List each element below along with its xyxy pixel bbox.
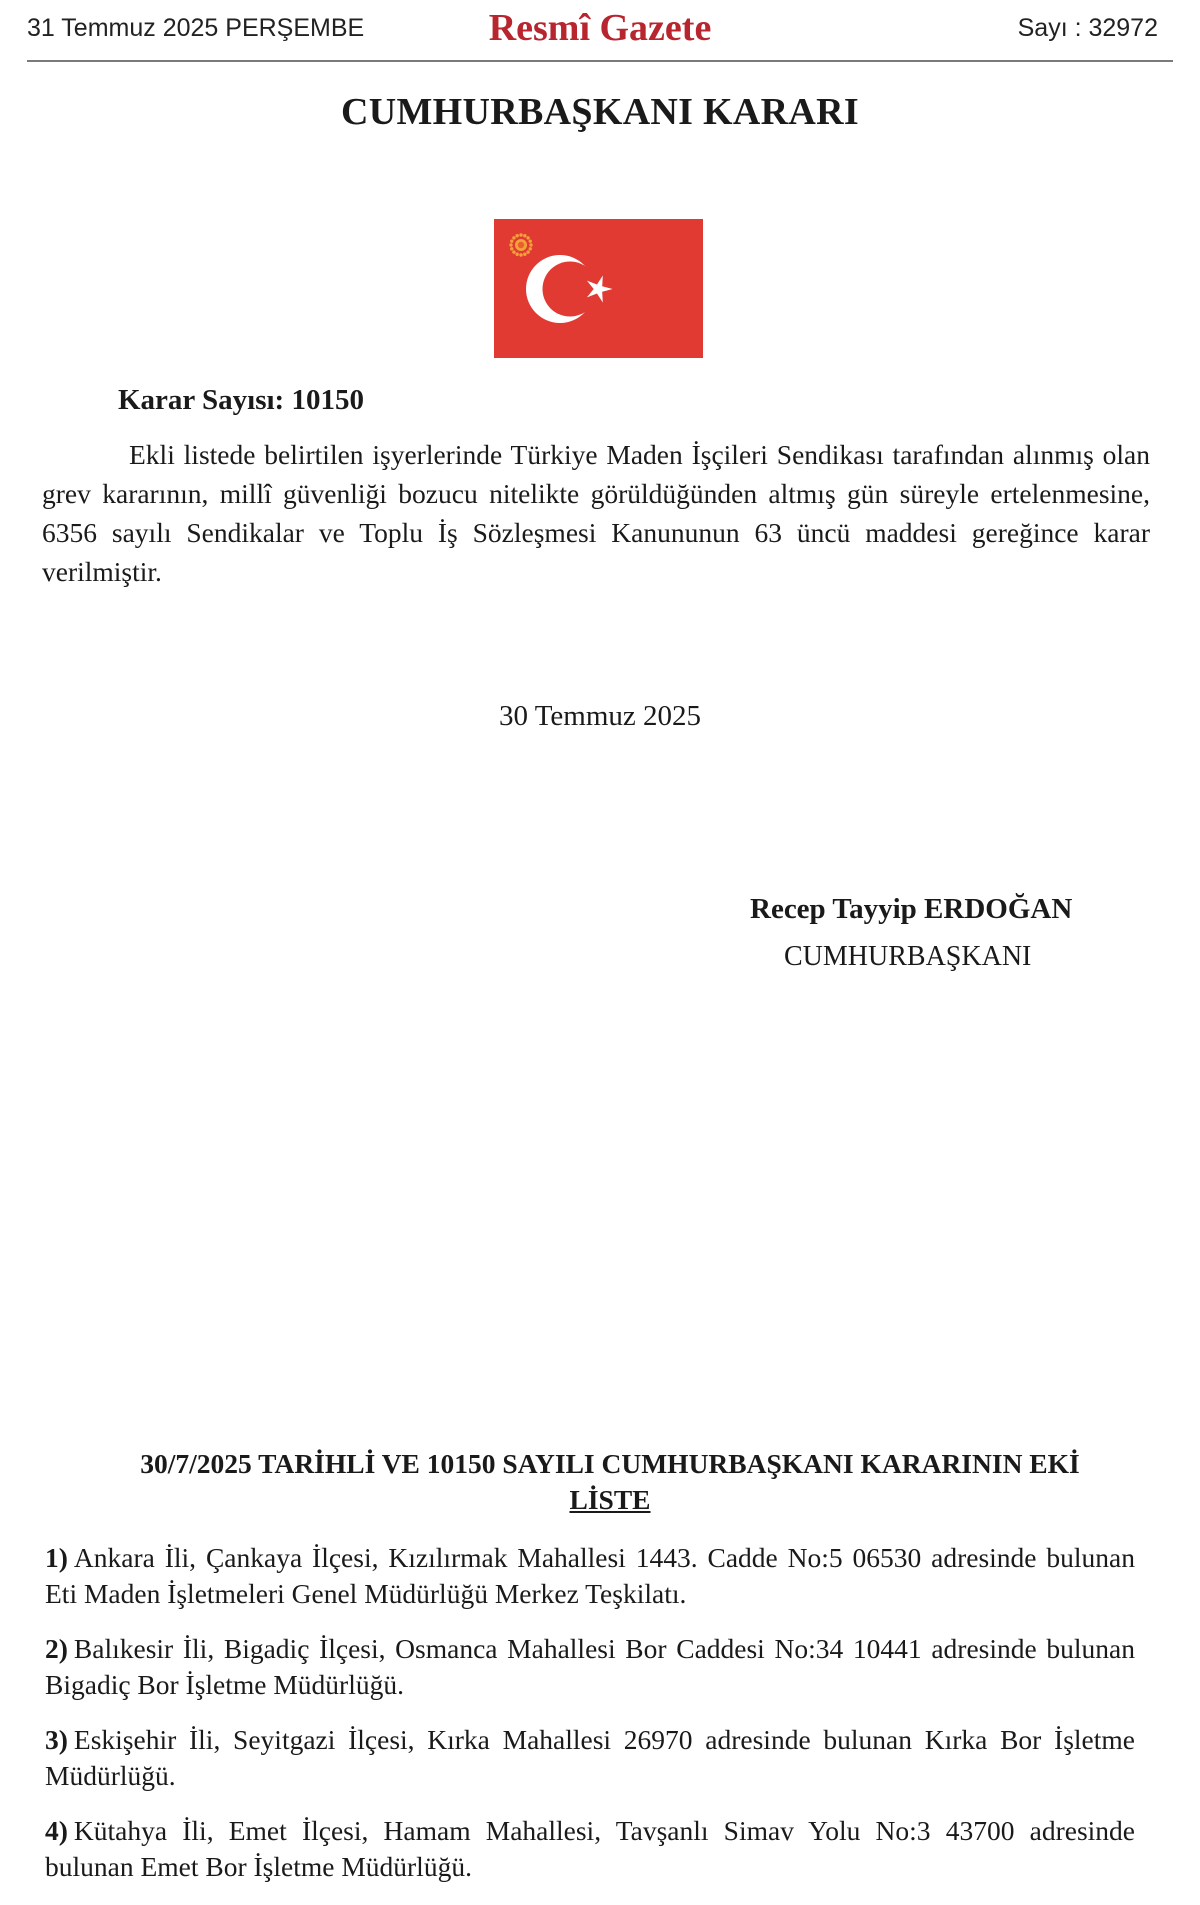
decision-number: Karar Sayısı: 10150 (118, 384, 364, 416)
gazette-name: Resmî Gazete (488, 7, 712, 49)
seal-star (529, 243, 532, 246)
seal-star (519, 233, 522, 236)
seal-star (509, 243, 512, 246)
seal-star (512, 236, 515, 239)
list-item-number: 3) (45, 1724, 68, 1755)
annex-list (45, 1540, 1135, 1904)
annex-title (70, 1446, 1150, 1518)
list-item (45, 1631, 1135, 1703)
seal-star (515, 234, 518, 237)
list-item-text: Kütahya İli, Emet İlçesi, Hamam Mahallesi, Tavşanlı Simav Yolu No:3 43700 adresinde bulunan Emet Bor İşletme Müdürlüğü. (45, 1815, 1135, 1882)
seal-star (523, 253, 526, 256)
decision-body: Ekli listede belirtilen işyerlerinde Türkiye Maden İşçileri Sendikası tarafından alınmış olan grev kararının, millî güvenliği bozucu nitelikte görüldüğünden altmış gün süreyle ertelenmesine, 6356 sayılı Sendikalar ve Toplu İş Sözleşmesi Kanununun 63 üncü maddesi gereğince karar verilmiştir. (42, 439, 1150, 587)
gazette-date: 31 Temmuz 2025 PERŞEMBE (27, 14, 365, 42)
signer-title: CUMHURBAŞKANI (784, 941, 1032, 972)
seal-star (519, 253, 522, 256)
annex-title-line: 30/7/2025 TARİHLİ VE 10150 SAYILI CUMHURBAŞKANI KARARININ EKİ (140, 1448, 1080, 1479)
annex-list-heading: LİSTE (569, 1484, 651, 1515)
list-item-text: Ankara İli, Çankaya İlçesi, Kızılırmak Mahallesi 1443. Cadde No:5 06530 adresinde bulunan Eti Maden İşletmeleri Genel Müdürlüğü Merkez Teşkilatı. (45, 1542, 1135, 1609)
list-item (45, 1813, 1135, 1885)
list-item-text: Eskişehir İli, Seyitgazi İlçesi, Kırka Mahallesi 26970 adresinde bulunan Kırka Bor İşletme Müdürlüğü. (45, 1724, 1135, 1791)
seal-star (529, 239, 532, 242)
seal-star (523, 234, 526, 237)
seal-star (526, 250, 529, 253)
seal-star (512, 250, 515, 253)
seal-star (510, 239, 513, 242)
seal-star (510, 247, 513, 250)
list-item (45, 1722, 1135, 1794)
list-item-number: 4) (45, 1815, 68, 1846)
turkish-flag-presidential-seal-icon (494, 219, 703, 358)
seal-star (515, 253, 518, 256)
gazette-issue-number: Sayı : 32972 (1017, 14, 1158, 42)
list-item (45, 1540, 1135, 1612)
signer-name: Recep Tayyip ERDOĞAN (750, 893, 1073, 925)
decision-date: 30 Temmuz 2025 (498, 700, 702, 732)
header-divider (27, 60, 1173, 62)
document-title: CUMHURBAŞKANI KARARI (341, 91, 859, 133)
seal-star (529, 247, 532, 250)
list-item-number: 2) (45, 1633, 68, 1664)
seal-star (526, 236, 529, 239)
list-item-text: Balıkesir İli, Bigadiç İlçesi, Osmanca Mahallesi Bor Caddesi No:34 10441 adresinde bulunan Bigadiç Bor İşletme Müdürlüğü. (45, 1633, 1135, 1700)
list-item-number: 1) (45, 1542, 68, 1573)
